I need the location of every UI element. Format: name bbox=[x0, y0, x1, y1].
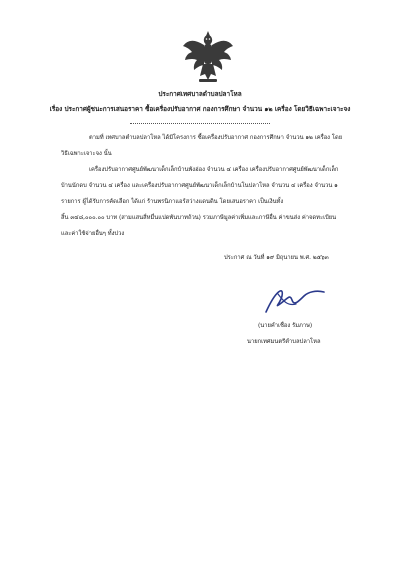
announcement-subject: เรื่อง ประกาศผู้ชนะการเสนอราคา ซื้อเครื่องปรับอากาศ กองการศึกษา จำนวน ๑๒ เครื่อง โดยวิธีเฉพาะเจาะจง bbox=[49, 105, 351, 113]
paragraph-2-line-3: รายการ ผู้ได้รับการคัดเลือก ได้แก่ ร้านพรนิภาแอร์สว่างแดนดิน โดยเสนอราคา เป็นเงินทั้ง bbox=[61, 199, 284, 205]
announcement-date: ประกาศ ณ วันที่ ๑๙ มิถุนายน พ.ศ. ๒๕๖๓ bbox=[224, 255, 329, 261]
paragraph-1-line-1: ตามที่ เทศบาลตำบลปลาโหล ได้มีโครงการ ซื้อเครื่องปรับอากาศ กองการศึกษา จำนวน ๑๒ เครื่อง โดย bbox=[89, 135, 343, 141]
signatory-name: (นายคำเชื่อง รัมภาษ) bbox=[258, 323, 313, 329]
paragraph-2-line-2: บ้านนักดบ จำนวน ๔ เครื่อง และเครื่องปรับอากาศศูนย์พัฒนาเด็กเล็กบ้านโนปลาโหล จำนวน ๔ เครื่อง จำนวน ๑ bbox=[61, 183, 338, 189]
signatory-position: นายกเทศมนตรีตำบลปลาโหล bbox=[247, 339, 321, 345]
garuda-emblem-icon bbox=[180, 30, 236, 86]
paragraph-2-line-5: และค่าใช้จ่ายอื่นๆ ทั้งปวง bbox=[61, 231, 125, 237]
paragraph-2-line-1: เครื่องปรับอากาศศูนย์พัฒนาเด็กเล็กบ้านพังฮ่อง จำนวน ๔ เครื่อง เครื่องปรับอากาศศูนย์พัฒนาเด็กเล็ก bbox=[89, 167, 339, 173]
organization-title: ประกาศเทศบาลตำบลปลาโหล bbox=[158, 90, 242, 98]
paragraph-2-line-4: สิ้น ๓๔๘,๐๐๐.๐๐ บาท (สามแสนสี่หมื่นแปดพันบาทถ้วน) รวมภาษีมูลค่าเพิ่มและภาษีอื่น ค่าขนส่ง ค่าจดทะเบียน bbox=[61, 215, 337, 221]
paragraph-1-line-2: วิธีเฉพาะเจาะจง นั้น bbox=[61, 151, 112, 157]
signature-image bbox=[258, 282, 328, 318]
divider bbox=[130, 123, 270, 124]
